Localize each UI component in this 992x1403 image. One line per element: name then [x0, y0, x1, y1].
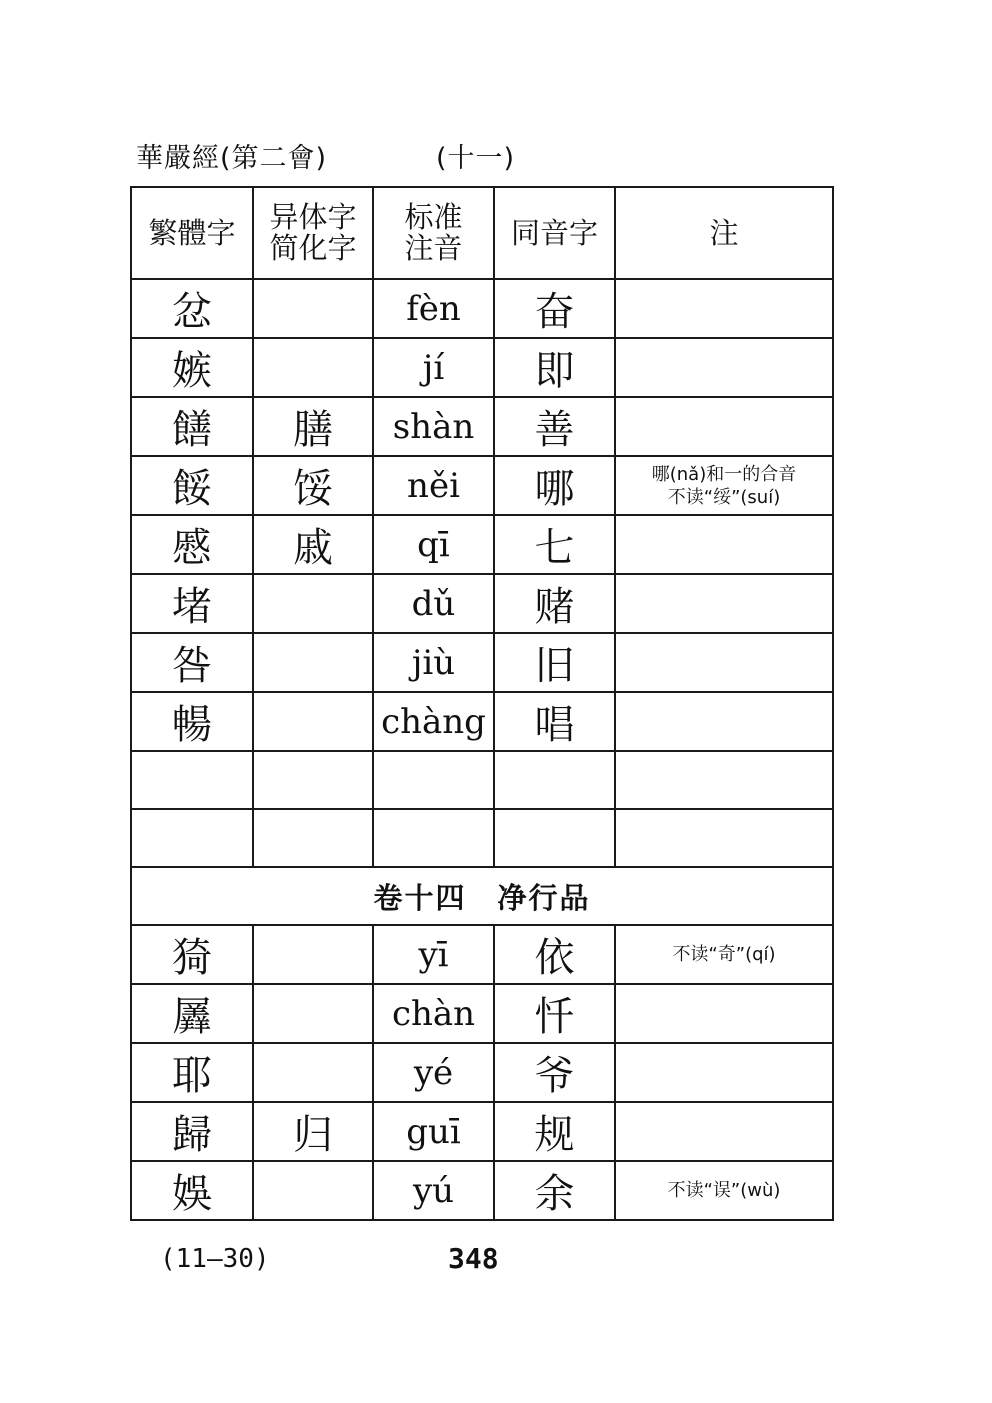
- cell-pinyin: chàng: [373, 692, 494, 751]
- cell-variant: 馁: [253, 456, 373, 515]
- cell-pinyin: shàn: [373, 397, 494, 456]
- column-header-pinyin: 标准 注音: [373, 187, 494, 279]
- cell-variant: [253, 574, 373, 633]
- cell-variant: [253, 633, 373, 692]
- cell-traditional: 餒: [131, 456, 253, 515]
- cell-note: [615, 515, 833, 574]
- cell-variant: [253, 338, 373, 397]
- table-row: [131, 984, 833, 1043]
- section-title: 卷十四 净行品: [131, 867, 833, 925]
- cell-note: [615, 338, 833, 397]
- table-row: [131, 397, 833, 456]
- cell-pinyin: yú: [373, 1161, 494, 1220]
- cell-variant: 膳: [253, 397, 373, 456]
- table-row: [131, 1102, 833, 1161]
- column-header-homophone: 同音字: [494, 187, 615, 279]
- cell-note: 不读“奇”(qí): [615, 925, 833, 984]
- cell-note: [615, 1043, 833, 1102]
- footer-code: (11—30): [160, 1244, 270, 1274]
- cell-pinyin: guī: [373, 1102, 494, 1161]
- cell-pinyin: yé: [373, 1043, 494, 1102]
- cell-note: [615, 574, 833, 633]
- sutra-title: 華嚴經(第二會): [136, 143, 328, 174]
- table-row: [131, 692, 833, 751]
- column-header-traditional: 繁體字: [131, 187, 253, 279]
- cell-pinyin: qī: [373, 515, 494, 574]
- cell-pinyin: dǔ: [373, 574, 494, 633]
- page-header: [136, 136, 516, 175]
- cell-traditional: 忿: [131, 279, 253, 338]
- table-row: [131, 515, 833, 574]
- page-number: 348: [448, 1242, 499, 1275]
- cell-note: [615, 809, 833, 867]
- volume-number: (十一): [436, 143, 516, 174]
- cell-pinyin: chàn: [373, 984, 494, 1043]
- cell-note: [615, 751, 833, 809]
- cell-variant: 戚: [253, 515, 373, 574]
- table-row: [131, 456, 833, 515]
- table-row: [131, 1161, 833, 1220]
- pronunciation-table: [130, 186, 834, 1221]
- cell-note: [615, 279, 833, 338]
- cell-variant: [253, 1161, 373, 1220]
- table-row: [131, 574, 833, 633]
- cell-pinyin: jiù: [373, 633, 494, 692]
- cell-homophone: 规: [494, 1102, 615, 1161]
- table-row: [131, 809, 833, 867]
- cell-homophone: 旧: [494, 633, 615, 692]
- cell-note: 哪(nǎ)和一的合音 不读“绥”(suí): [615, 456, 833, 515]
- cell-traditional: 嫉: [131, 338, 253, 397]
- cell-traditional: 堵: [131, 574, 253, 633]
- table-row: [131, 279, 833, 338]
- cell-traditional: 暢: [131, 692, 253, 751]
- cell-variant: [253, 925, 373, 984]
- cell-homophone: 奋: [494, 279, 615, 338]
- cell-variant: [253, 984, 373, 1043]
- cell-homophone: 忏: [494, 984, 615, 1043]
- cell-traditional: 耶: [131, 1043, 253, 1102]
- cell-traditional: 娛: [131, 1161, 253, 1220]
- cell-pinyin: jí: [373, 338, 494, 397]
- cell-homophone: 爷: [494, 1043, 615, 1102]
- cell-traditional: 歸: [131, 1102, 253, 1161]
- cell-note: [615, 984, 833, 1043]
- cell-note: [615, 633, 833, 692]
- section-body: [131, 867, 833, 925]
- cell-note: [615, 692, 833, 751]
- table-header-row: [131, 187, 833, 279]
- table-body-before: [131, 279, 833, 867]
- column-header-note: 注: [615, 187, 833, 279]
- cell-homophone: [494, 809, 615, 867]
- table-row: [131, 338, 833, 397]
- cell-variant: [253, 1043, 373, 1102]
- cell-homophone: 七: [494, 515, 615, 574]
- cell-homophone: 即: [494, 338, 615, 397]
- cell-homophone: 依: [494, 925, 615, 984]
- cell-homophone: 赌: [494, 574, 615, 633]
- cell-note: [615, 397, 833, 456]
- cell-pinyin: [373, 809, 494, 867]
- cell-pinyin: něi: [373, 456, 494, 515]
- cell-homophone: [494, 751, 615, 809]
- cell-homophone: 善: [494, 397, 615, 456]
- cell-variant: [253, 751, 373, 809]
- cell-note: [615, 1102, 833, 1161]
- cell-homophone: 余: [494, 1161, 615, 1220]
- section-row: [131, 867, 833, 925]
- table-row: [131, 751, 833, 809]
- cell-variant: [253, 279, 373, 338]
- cell-traditional: [131, 751, 253, 809]
- cell-pinyin: yī: [373, 925, 494, 984]
- cell-traditional: [131, 809, 253, 867]
- cell-traditional: 慼: [131, 515, 253, 574]
- cell-note: 不读“误”(wù): [615, 1161, 833, 1220]
- cell-homophone: 哪: [494, 456, 615, 515]
- cell-traditional: 猗: [131, 925, 253, 984]
- cell-pinyin: [373, 751, 494, 809]
- table-row: [131, 633, 833, 692]
- cell-variant: 归: [253, 1102, 373, 1161]
- table-row: [131, 925, 833, 984]
- cell-variant: [253, 692, 373, 751]
- column-header-variant: 异体字 简化字: [253, 187, 373, 279]
- cell-traditional: 咎: [131, 633, 253, 692]
- table-row: [131, 1043, 833, 1102]
- cell-variant: [253, 809, 373, 867]
- cell-traditional: 饍: [131, 397, 253, 456]
- cell-pinyin: fèn: [373, 279, 494, 338]
- cell-homophone: 唱: [494, 692, 615, 751]
- cell-traditional: 羼: [131, 984, 253, 1043]
- table-body-after: [131, 925, 833, 1220]
